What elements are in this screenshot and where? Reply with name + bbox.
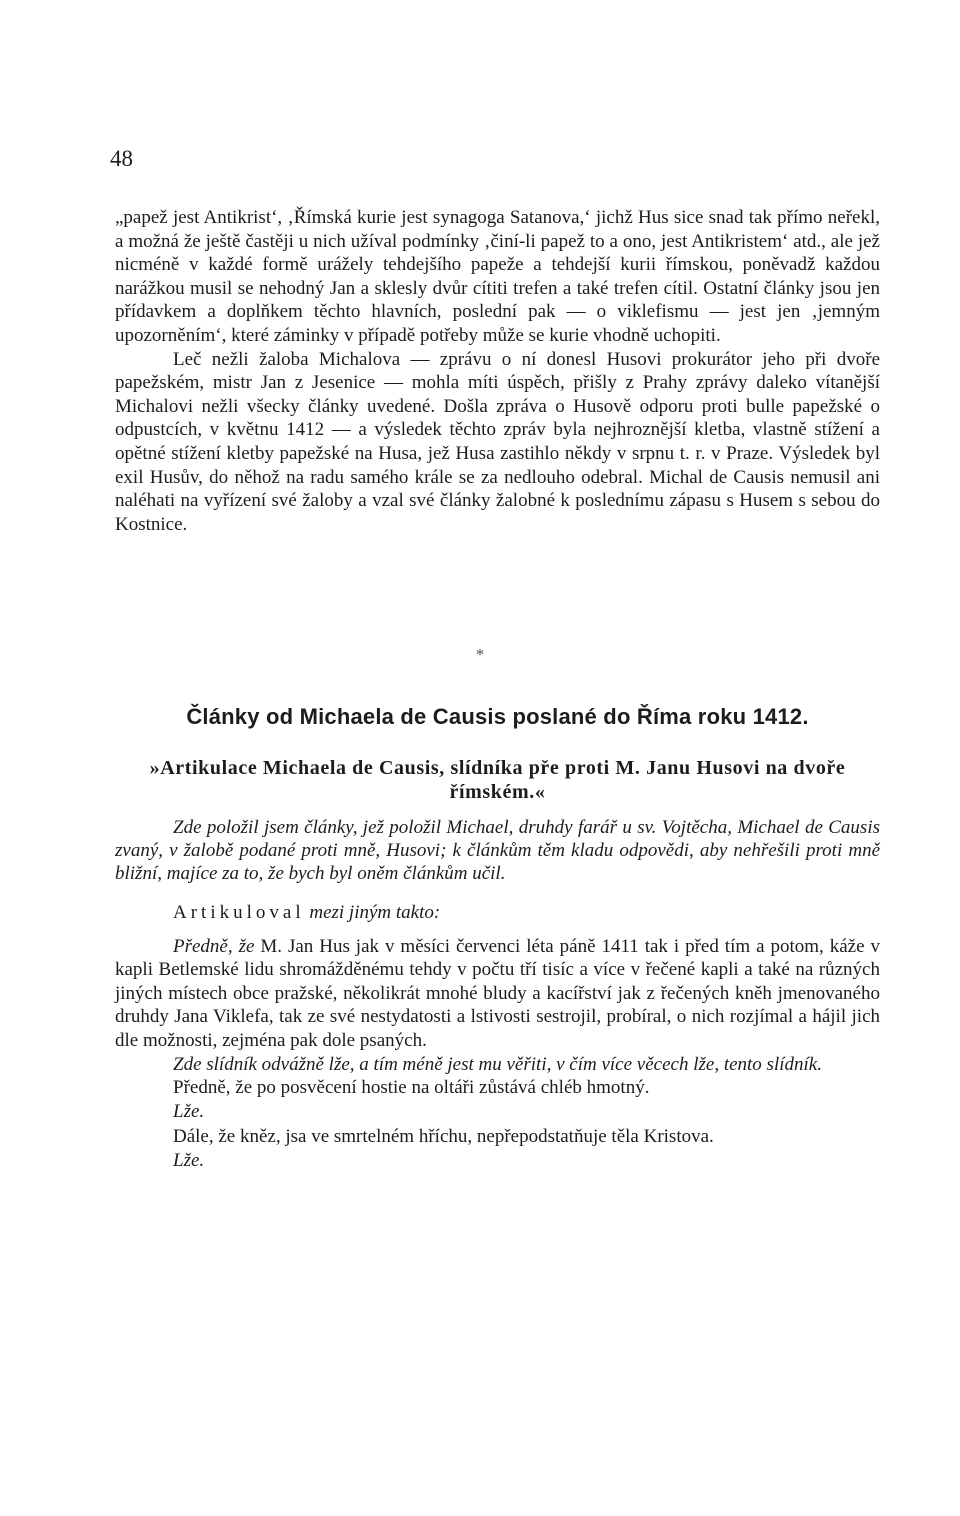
page-number: 48 — [110, 146, 133, 171]
body-text-top — [115, 206, 880, 536]
first-article — [115, 935, 880, 1053]
item-1: Předně, že po posvěcení hostie na oltáři zůstává chléb hmotný. — [173, 1077, 650, 1099]
section-separator: * — [475, 645, 485, 664]
articulated-line — [115, 901, 880, 925]
item-2-reply: Lže. — [173, 1149, 205, 1171]
section-heading: Články od Michaela de Causis poslané do Říma roku 1412. — [186, 704, 809, 729]
paragraph-2: Leč nežli žaloba Michalova — zprávu o ní donesl Husovi prokurátor jeho při dvoře papežském, mistr Jan z Jesenice — mohla míti úspěch, přišly z Prahy zprávy daleko vítanější Michalovi nežli všecky články uvedené. Došla zpráva o Husově odporu proti bulle papežské o odpustcích, v květnu 1412 — a výsledek těchto zpráv byla nejhroznější kletba, vlastně stížení a opětné stížení kletby papežské na Husa, jež Husa zastihlo někdy v srpnu t. r. v Praze. Výsledek byl exil Husův, do něhož na radu samého krále se za nedlouho odebral. Michal de Causis nemusil ani naléhati na vyřízení své žaloby a vzal své články žalobné k poslednímu zápasu s Husem s sebou do Kostnice. — [115, 348, 880, 535]
item-1-reply: Lže. — [173, 1100, 205, 1122]
articulated-spaced: Artikuloval — [173, 902, 305, 923]
intro-note: Zde položil jsem články, jež položil Michael, druhdy farář u sv. Vojtěcha, Michael de Causis zvaný, v žalobě podané proti mně, Husovi; k článkům těm kladu odpovědi, aby nehřešili proti mně bližní, majíce za to, že bych byl oněm článkům učil. — [115, 817, 880, 884]
articulated-rest: mezi jiným takto: — [309, 902, 441, 923]
first-article-text: M. Jan Hus jak v měsíci červenci léta páně 1411 tak i před tím a potom, káže v kapli Betlemské lidu shromážděnému tehdy v počtu tří tisíc a více v řečené kapli a také na různých jiných místech obce pražské, několikrát mnohé bludy a kacířství jak z řečených kněh jmenovaného druhdy Jana Viklefa, tak ze své nestydatosti a lstivosti sestrojil, probíral, o nich rozjímal a hájil jich dle možnosti, zejména pak dole psaných. — [115, 935, 880, 1051]
hus-reply: Zde slídník odvážně lže, a tím méně jest mu věřiti, v čím více věcech lže, tento slídník. — [173, 1053, 822, 1075]
article-title: »Artikulace Michaela de Causis, slídníka pře proti M. Janu Husovi na dvoře římském.« — [149, 757, 846, 803]
first-article-lead: Předně, že — [173, 935, 255, 957]
item-2: Dále, že kněz, jsa ve smrtelném hříchu, nepřepodstatňuje těla Kristova. — [173, 1126, 714, 1148]
paragraph-1: „papež jest Antikrist‘, ‚Římská kurie jest synagoga Satanova,‘ jichž Hus sice snad tak přímo neřekl, a možná že ještě častěji u nich užíval podmínky ‚činí-li papež to a ono, jest Antikristem‘ atd., ale jež nicméně v každé formě urážely tehdejšího papeže a tehdejší kurii římskou, poněvadž každou narážkou musil se nehodný Jan a sklesly dvůr cítiti trefen a také trefen cítil. Ostatní články jsou jen přídavkem a doplňkem těchto hlavních, poslední pak — o viklefismu — jest jen ‚jemným upozorněním‘, které záminky v případě potřeby může se kurie vhodně uchopiti. — [115, 207, 880, 346]
body-text-articles — [115, 816, 880, 1173]
